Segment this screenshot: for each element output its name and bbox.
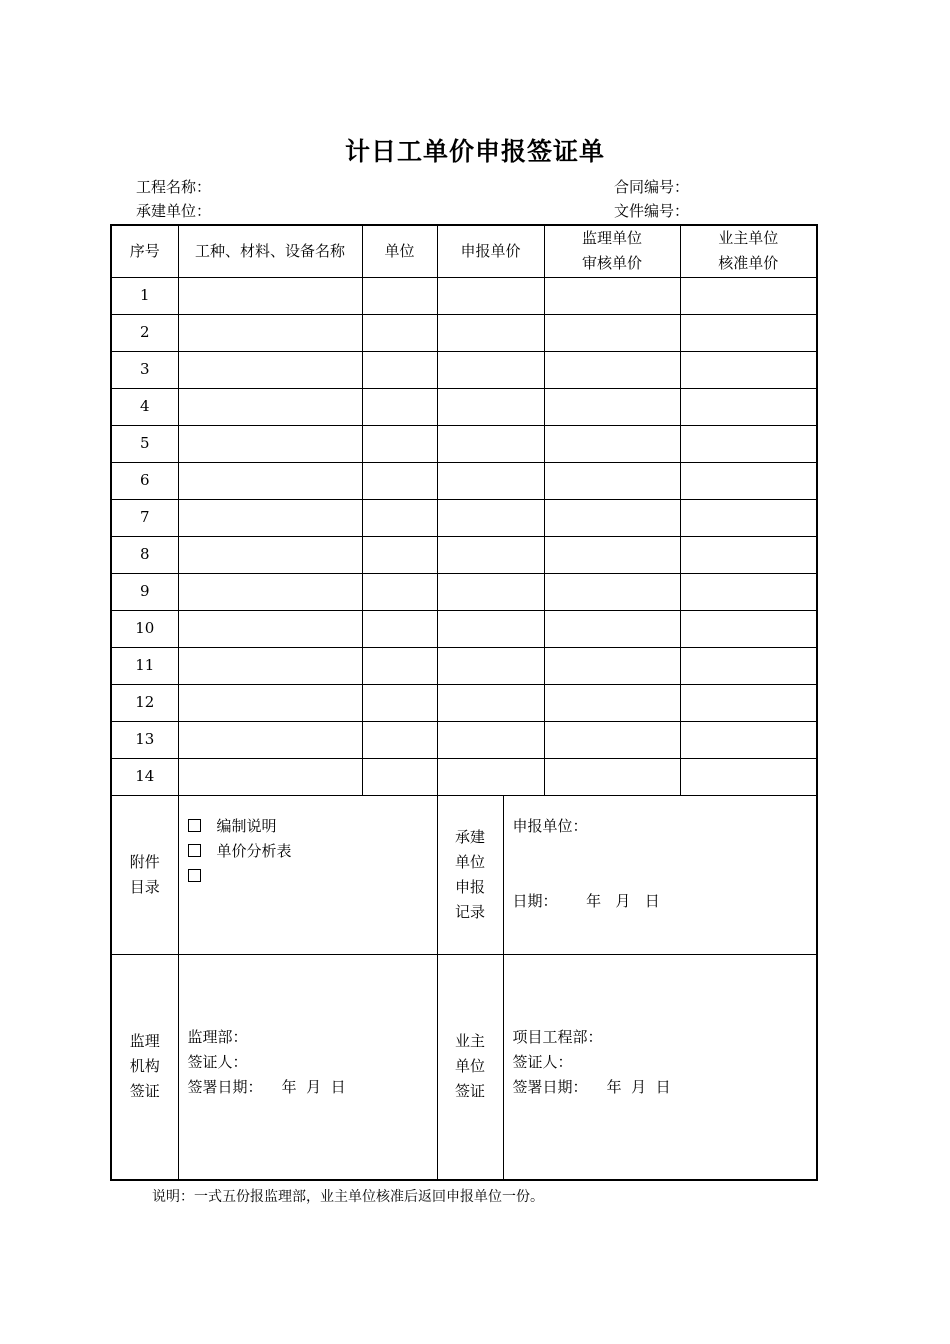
row-seq: 10 — [111, 610, 178, 647]
col-seq-header: 序号 — [111, 225, 178, 277]
row-supervisor-cell[interactable] — [544, 721, 680, 758]
owner-signer-label: 签证人： — [512, 1052, 573, 1071]
table-row — [111, 462, 817, 499]
row-unit-cell[interactable] — [362, 277, 437, 314]
row-supervisor-cell[interactable] — [544, 758, 680, 795]
attachment-label: 附件 目录 — [111, 795, 178, 954]
row-unit-cell[interactable] — [362, 388, 437, 425]
row-owner-cell[interactable] — [680, 314, 817, 351]
attachment-list — [178, 795, 437, 954]
supervisor-signer-label: 签证人： — [187, 1052, 248, 1071]
row-declared-cell[interactable] — [437, 573, 544, 610]
row-name-cell[interactable] — [178, 314, 362, 351]
row-unit-cell[interactable] — [362, 758, 437, 795]
attachment-row — [111, 795, 817, 954]
row-name-cell[interactable] — [178, 425, 362, 462]
row-declared-cell[interactable] — [437, 499, 544, 536]
row-declared-cell[interactable] — [437, 388, 544, 425]
owner-sign-date: 签署日期： 年 月 日 — [512, 1077, 671, 1096]
row-name-cell[interactable] — [178, 721, 362, 758]
row-supervisor-cell[interactable] — [544, 425, 680, 462]
row-unit-cell[interactable] — [362, 314, 437, 351]
col-declared-header: 申报单价 — [437, 225, 544, 277]
table-row — [111, 721, 817, 758]
row-name-cell[interactable] — [178, 573, 362, 610]
row-seq: 4 — [111, 388, 178, 425]
checkbox-icon[interactable] — [188, 819, 201, 832]
row-seq: 3 — [111, 351, 178, 388]
row-declared-cell[interactable] — [437, 314, 544, 351]
row-owner-cell[interactable] — [680, 573, 817, 610]
supervisor-sign-label: 监理 机构 签证 — [111, 954, 178, 1180]
row-declared-cell[interactable] — [437, 647, 544, 684]
row-unit-cell[interactable] — [362, 610, 437, 647]
col-owner-header: 业主单位 核准单价 — [680, 225, 817, 277]
declaring-unit-label: 申报单位： — [512, 816, 588, 835]
row-seq: 14 — [111, 758, 178, 795]
row-name-cell[interactable] — [178, 277, 362, 314]
row-name-cell[interactable] — [178, 351, 362, 388]
row-seq: 8 — [111, 536, 178, 573]
row-owner-cell[interactable] — [680, 425, 817, 462]
row-name-cell[interactable] — [178, 684, 362, 721]
row-unit-cell[interactable] — [362, 462, 437, 499]
row-owner-cell[interactable] — [680, 462, 817, 499]
row-supervisor-cell[interactable] — [544, 314, 680, 351]
col-name-header: 工种、材料、设备名称 — [178, 225, 362, 277]
row-declared-cell[interactable] — [437, 610, 544, 647]
row-declared-cell[interactable] — [437, 536, 544, 573]
table-row — [111, 536, 817, 573]
row-seq: 2 — [111, 314, 178, 351]
col-supervisor-header: 监理单位 审核单价 — [544, 225, 680, 277]
row-declared-cell[interactable] — [437, 462, 544, 499]
project-name-label: 工程名称： — [136, 178, 212, 196]
supervisor-sign-content — [178, 954, 437, 1180]
row-unit-cell[interactable] — [362, 536, 437, 573]
row-supervisor-cell[interactable] — [544, 388, 680, 425]
row-owner-cell[interactable] — [680, 721, 817, 758]
supervisor-sign-date: 签署日期： 年 月 日 — [187, 1077, 346, 1096]
attachment-item[interactable]: 单价分析表 — [188, 839, 437, 864]
row-unit-cell[interactable] — [362, 684, 437, 721]
row-unit-cell[interactable] — [362, 425, 437, 462]
row-seq: 5 — [111, 425, 178, 462]
row-declared-cell[interactable] — [437, 351, 544, 388]
row-unit-cell[interactable] — [362, 351, 437, 388]
table-row — [111, 425, 817, 462]
row-owner-cell[interactable] — [680, 499, 817, 536]
table-row — [111, 499, 817, 536]
row-declared-cell[interactable] — [437, 684, 544, 721]
row-unit-cell[interactable] — [362, 721, 437, 758]
row-declared-cell[interactable] — [437, 758, 544, 795]
row-seq: 1 — [111, 277, 178, 314]
row-owner-cell[interactable] — [680, 610, 817, 647]
row-seq: 11 — [111, 647, 178, 684]
contractor-record-content — [503, 795, 817, 954]
contractor-label: 承建单位： — [136, 202, 212, 220]
row-name-cell[interactable] — [178, 647, 362, 684]
checkbox-icon[interactable] — [188, 844, 201, 857]
row-supervisor-cell[interactable] — [544, 684, 680, 721]
table-row — [111, 758, 817, 795]
row-seq: 12 — [111, 684, 178, 721]
row-supervisor-cell[interactable] — [544, 647, 680, 684]
owner-sign-label: 业主 单位 签证 — [437, 954, 503, 1180]
page-title: 计日工单价申报签证单 — [344, 137, 605, 166]
row-declared-cell[interactable] — [437, 721, 544, 758]
row-unit-cell[interactable] — [362, 499, 437, 536]
row-name-cell[interactable] — [178, 536, 362, 573]
row-name-cell[interactable] — [178, 499, 362, 536]
table-row — [111, 610, 817, 647]
row-declared-cell[interactable] — [437, 425, 544, 462]
row-name-cell[interactable] — [178, 388, 362, 425]
row-owner-cell[interactable] — [680, 388, 817, 425]
supervisor-dept-label: 监理部： — [187, 1027, 248, 1046]
col-unit-header: 单位 — [362, 225, 437, 277]
table-row — [111, 647, 817, 684]
row-supervisor-cell[interactable] — [544, 462, 680, 499]
checkbox-icon[interactable] — [188, 869, 201, 882]
declare-date: 日期： 年 月 日 — [512, 891, 660, 910]
row-supervisor-cell[interactable] — [544, 499, 680, 536]
row-seq: 9 — [111, 573, 178, 610]
row-supervisor-cell[interactable] — [544, 277, 680, 314]
owner-dept-label: 项目工程部： — [512, 1027, 603, 1046]
row-name-cell[interactable] — [178, 758, 362, 795]
attachment-item[interactable]: 编制说明 — [188, 814, 437, 839]
row-owner-cell[interactable] — [680, 351, 817, 388]
row-seq: 7 — [111, 499, 178, 536]
table-row — [111, 314, 817, 351]
row-seq: 6 — [111, 462, 178, 499]
row-supervisor-cell[interactable] — [544, 536, 680, 573]
contract-no-label: 合同编号： — [614, 178, 690, 196]
table-row — [111, 684, 817, 721]
row-owner-cell[interactable] — [680, 647, 817, 684]
row-owner-cell[interactable] — [680, 758, 817, 795]
price-form-table — [110, 224, 818, 1181]
table-header-row — [111, 225, 817, 277]
row-supervisor-cell[interactable] — [544, 610, 680, 647]
row-name-cell[interactable] — [178, 462, 362, 499]
row-owner-cell[interactable] — [680, 684, 817, 721]
row-name-cell[interactable] — [178, 610, 362, 647]
footer-note: 说明：一式五份报监理部，业主单位核准后返回申报单位一份。 — [152, 1189, 544, 1205]
signature-row — [111, 954, 817, 1180]
row-seq: 13 — [111, 721, 178, 758]
row-owner-cell[interactable] — [680, 277, 817, 314]
row-declared-cell[interactable] — [437, 277, 544, 314]
table-row — [111, 351, 817, 388]
row-unit-cell[interactable] — [362, 573, 437, 610]
table-row — [111, 277, 817, 314]
table-row — [111, 388, 817, 425]
table-row — [111, 573, 817, 610]
file-no-label: 文件编号： — [614, 202, 690, 220]
row-supervisor-cell[interactable] — [544, 351, 680, 388]
owner-sign-content — [503, 954, 817, 1180]
row-unit-cell[interactable] — [362, 647, 437, 684]
attachment-item[interactable] — [188, 864, 437, 889]
contractor-record-label: 承建 单位 申报 记录 — [437, 795, 503, 954]
row-owner-cell[interactable] — [680, 536, 817, 573]
row-supervisor-cell[interactable] — [544, 573, 680, 610]
